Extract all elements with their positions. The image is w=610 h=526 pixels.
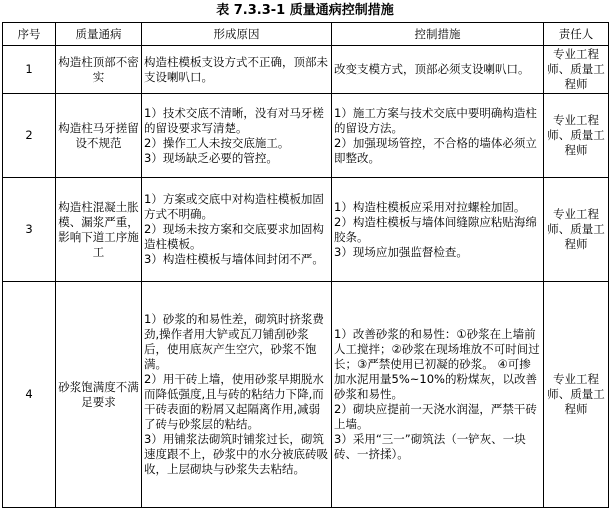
cause-item: 3）现场缺乏必要的管控。 xyxy=(144,150,278,165)
cause-item: 2）操作工人未按交底施工。 xyxy=(144,135,290,150)
header-row xyxy=(3,23,609,46)
owner-cell: 专业工程师、质量工程师 xyxy=(544,94,609,178)
row-number: 1 xyxy=(3,46,56,94)
table-row xyxy=(3,178,609,282)
measure-item: 改变支模方式，顶部必须支设喇叭口。 xyxy=(334,62,530,76)
measure-item: 3）现场应加强监督检查。 xyxy=(334,244,468,259)
owner-cell: 专业工程师、质量工程师 xyxy=(544,282,609,508)
defect-name: 构造柱混凝土胀模、漏浆严重，影响下道工序施工 xyxy=(56,178,142,282)
cause-item: 构造柱模板支设方式不正确，顶部未支设喇叭口。 xyxy=(144,54,328,84)
row-number: 2 xyxy=(3,94,56,178)
table-row xyxy=(3,46,609,94)
row-number: 3 xyxy=(3,178,56,282)
measure-cell xyxy=(332,178,544,282)
header-no: 序号 xyxy=(3,23,56,46)
cause-item: 1）技术交底不清晰，没有对马牙槎的留设要求写清楚。 xyxy=(144,105,324,135)
owner-cell: 专业工程师、质量工程师 xyxy=(544,46,609,94)
table-title: 表 7.3.3-1 质量通病控制措施 xyxy=(216,3,394,18)
cause-cell xyxy=(142,46,332,94)
header-defect: 质量通病 xyxy=(56,23,142,46)
quality-control-table xyxy=(2,22,609,508)
header-measures: 控制措施 xyxy=(332,23,544,46)
table-row xyxy=(3,94,609,178)
measure-item: 2）构造柱模板与墙体间缝隙应粘贴海绵胶条。 xyxy=(334,214,537,244)
measure-item: 1）施工方案与技术交底中要明确构造柱的留设方法。 xyxy=(334,105,537,135)
cause-item: 3）用铺浆法砌筑时铺浆过长，砌筑速度跟不上，砂浆中的水分被底砖吸收，上层砌块与砂浆失去粘结。 xyxy=(144,432,328,476)
cause-item: 2）现场未按方案和交底要求加固构造柱模板。 xyxy=(144,222,324,251)
table-row xyxy=(3,282,609,508)
cause-cell xyxy=(142,178,332,282)
owner-cell: 专业工程师、质量工程师 xyxy=(544,178,609,282)
measure-cell xyxy=(332,46,544,94)
measure-item: 1）构造柱模板应采用对拉螺栓加固。 xyxy=(334,199,526,214)
cause-item: 1）方案或交底中对构造柱模板加固方式不明确。 xyxy=(144,192,324,221)
measure-cell xyxy=(332,94,544,178)
cause-item: 1）砂浆的和易性差，砌筑时挤浆费劲,操作者用大铲或瓦刀铺刮砂浆后，使用底灰产生空穴，砂浆不饱满。 xyxy=(144,312,324,371)
measure-item: 2）砌块应提前一天浇水润湿，严禁干砖上墙。 xyxy=(334,402,537,431)
cause-cell xyxy=(142,282,332,508)
measure-item: 3）采用“三一”砌筑法（一铲灰、一块砖、一挤揉）。 xyxy=(334,432,526,461)
cause-item: 3）构造柱模板与墙体间封闭不严。 xyxy=(144,252,324,266)
measure-item: 1）改善砂浆的和易性：①砂浆在上墙前人工搅拌；②砂浆在现场堆放不可时间过长；③严禁使用已初凝的砂浆。 ④可掺加水泥用量5%~10%的粉煤灰，以改善砂浆和易性。 xyxy=(334,327,540,401)
defect-name: 构造柱马牙搓留设不规范 xyxy=(56,94,142,178)
defect-name: 砂浆饱满度不满足要求 xyxy=(56,282,142,508)
measure-item: 2）加强现场管控，不合格的墙体必须立即整改。 xyxy=(334,135,537,165)
cause-item: 2）用干砖上墙，使用砂浆早期脱水而降低强度,且与砖的粘结力下降,而干砖表面的粉屑又起隔离作用,减弱了砖与砂浆层的粘结。 xyxy=(144,372,324,431)
defect-name: 构造柱顶部不密实 xyxy=(56,46,142,94)
header-owner: 责任人 xyxy=(544,23,609,46)
header-causes: 形成原因 xyxy=(142,23,332,46)
measure-cell xyxy=(332,282,544,508)
row-number: 4 xyxy=(3,282,56,508)
cause-cell xyxy=(142,94,332,178)
